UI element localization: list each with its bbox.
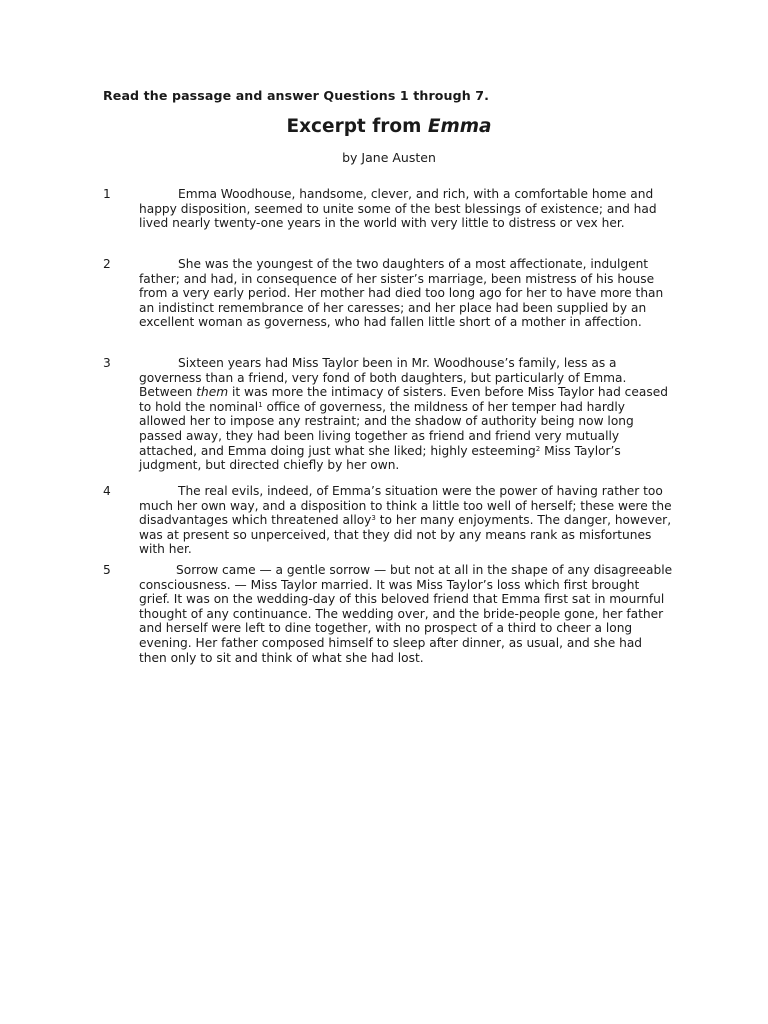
paragraph-text: Sorrow came — a gentle sorrow — but not at all in the shape of any disagreeable consciousness. — Miss Taylor married. It was Miss Taylor’s loss which first brought grief. It was on the wedding-day of this beloved friend that Emma first sat in mournful thought of any continuance. The wedding over, and the bride-people gone, her father and herself were left to dine together, with no prospect of a third to cheer a long evening. Her father composed himself to sleep after dinner, as usual, and she had then only to sit and think of what she had lost. xyxy=(139,563,673,665)
paragraph-2 xyxy=(103,257,673,330)
emphasized-word: them xyxy=(196,385,229,400)
paragraph-1 xyxy=(103,187,673,231)
paragraph-4 xyxy=(103,484,673,557)
passage-title xyxy=(0,116,768,137)
title-work: Emma xyxy=(427,116,492,137)
footnote-marker[interactable]: 2 xyxy=(535,444,541,453)
paragraph-text: Emma Woodhouse, handsome, clever, and rich, with a comfortable home and happy disposition, seemed to unite some of the best blessings of existence; and had lived nearly twenty-one years in the world with very little to distress or vex her. xyxy=(139,187,657,231)
text-segment: The real evils, indeed, of Emma’s situation were the power of having rather too much her own way, and a disposition to think a little too well of herself; these were the disadvantages which threatened alloy xyxy=(139,484,672,528)
paragraph-text xyxy=(139,356,673,473)
text-segment: to her many enjoyments. The danger, however, was at present so unperceived, that they did not by any means rank as misfortunes with her. xyxy=(139,513,672,557)
paragraph-3 xyxy=(103,356,673,473)
paragraph-number: 5 xyxy=(103,563,111,577)
text-segment: Miss Taylor’s judgment, but directed chiefly by her own. xyxy=(139,443,621,473)
text-segment: Sixteen years had Miss Taylor been in Mr. Woodhouse’s family, less as a governess than a friend, very fond of both daughters, but particularly of Emma. Between xyxy=(139,356,627,400)
paragraph-number: 2 xyxy=(103,257,111,271)
author-byline: by Jane Austen xyxy=(342,150,436,165)
text-segment: office of governess, the mildness of her temper had hardly allowed her to impose any restraint; and the shadow of authority being now long passed away, they had been living together as friend and friend very mutually attached, and Emma doing just what she liked; highly esteeming xyxy=(139,399,634,458)
paragraph-text xyxy=(139,484,673,557)
title-prefix: Excerpt from xyxy=(286,116,428,137)
footnote-marker[interactable]: 1 xyxy=(258,400,263,409)
text-segment: it was more the intimacy of sisters. Even before Miss Taylor had ceased to hold the nominal xyxy=(139,385,668,414)
paragraph-text: She was the youngest of the two daughters of a most affectionate, indulgent father; and had, in consequence of her sister’s marriage, been mistress of his house from a very early period. Her mother had died too long ago for her to have more than an indistinct remembrance of her caresses; and her place had been supplied by an excellent woman as governess, who had fallen little short of a mother in affection. xyxy=(139,257,664,330)
paragraph-number: 4 xyxy=(103,484,111,498)
paragraph-number: 1 xyxy=(103,187,111,201)
paragraph-5 xyxy=(103,563,673,665)
paragraph-number: 3 xyxy=(103,356,111,370)
instruction-heading: Read the passage and answer Questions 1 through 7. xyxy=(103,88,490,103)
footnote-marker[interactable]: 3 xyxy=(371,514,376,523)
